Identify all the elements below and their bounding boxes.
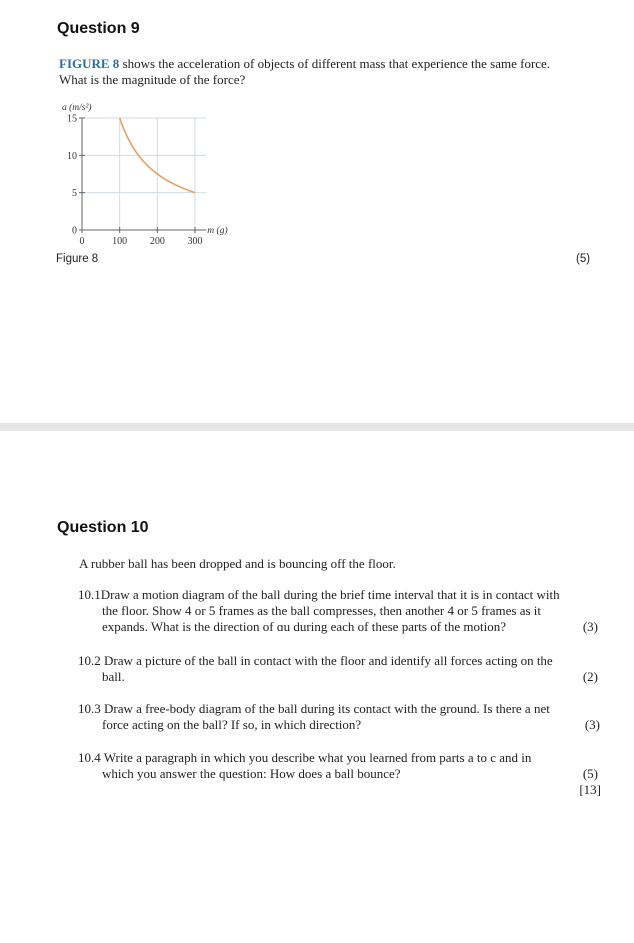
question-9-title: Question 9 — [57, 20, 140, 37]
y-tick-label: 15 — [67, 113, 77, 125]
x-tick-label: 200 — [149, 236, 165, 247]
q10-4-line2: which you answer the question: How does a ball bounce? (5) — [102, 766, 598, 781]
x-tick-label: 100 — [112, 236, 128, 247]
q10-total-marks: [13] — [579, 782, 601, 797]
q10-4-line1: 10.4 Write a paragraph in which you describe what you learned from parts a to c and in — [78, 750, 532, 765]
question-10-4 — [78, 750, 608, 798]
question-10-intro: A rubber ball has been dropped and is bouncing off the floor. — [79, 556, 396, 571]
y-tick-label: 5 — [72, 188, 77, 200]
q10-3-line1: 10.3 Draw a free-body diagram of the ball during its contact with the ground. Is there a net — [78, 701, 550, 716]
page-separator — [0, 423, 634, 431]
question-9-text-line1: FIGURE 8 shows the acceleration of objects of different mass that experience the same force. — [59, 56, 551, 71]
q10-1-line3: expands. What is the direction of ɑu during each of these parts of the motion? (3) — [102, 619, 598, 634]
q10-3-line2: force acting on the ball? If so, in which direction? (3) — [102, 717, 600, 732]
q10-2-line2: ball. (2) — [102, 669, 598, 684]
q10-1-marks: (3) — [582, 619, 598, 634]
x-tick-label: 300 — [187, 236, 203, 247]
q10-2-line1: 10.2 Draw a picture of the ball in contact with the floor and identify all forces acting on the — [78, 653, 553, 668]
question-10-2 — [78, 653, 608, 685]
q10-3-marks: (3) — [584, 717, 600, 732]
figure-reference: FIGURE 8 — [59, 56, 120, 71]
q10-2-marks: (2) — [582, 669, 598, 684]
q10-4-marks: (5) — [582, 766, 598, 781]
figure-8-chart — [55, 98, 245, 248]
question-9-text-line2: What is the magnitude of the force? — [59, 72, 246, 87]
y-axis-label: a (m/s²) — [62, 103, 92, 113]
x-axis-label: m (g) — [207, 226, 228, 236]
question-9-marks: (5) — [576, 253, 591, 265]
page-2 — [0, 431, 634, 943]
x-tick-label: 0 — [79, 236, 85, 247]
q10-1-line1: 10.1Draw a motion diagram of the ball during the brief time interval that it is in contact with — [78, 587, 560, 602]
q10-1-line2: the floor. Show 4 or 5 frames as the ball compresses, then another 4 or 5 frames as it — [102, 603, 541, 618]
y-tick-label: 10 — [67, 150, 77, 162]
question-10-1 — [78, 587, 608, 635]
y-tick-label: 0 — [72, 225, 77, 237]
question-10-3 — [78, 701, 608, 733]
figure-caption: Figure 8 — [56, 253, 99, 265]
page-1 — [0, 0, 634, 423]
question-10-title: Question 10 — [57, 519, 149, 536]
